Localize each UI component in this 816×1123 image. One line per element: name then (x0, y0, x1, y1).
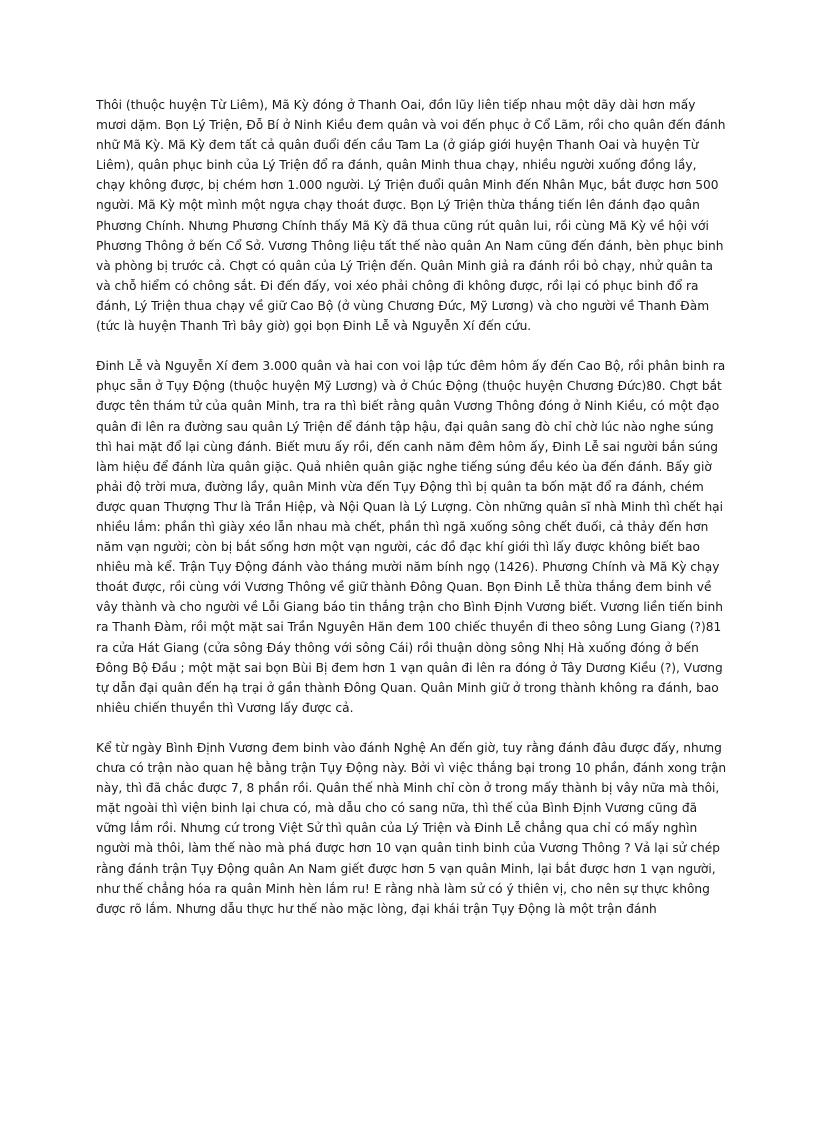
document-page (96, 95, 728, 939)
paragraph-3: Kể từ ngày Bình Định Vương đem binh vào đánh Nghệ An đến giờ, tuy rằng đánh đâu được đấy, nhưng chưa có trận nào quan hệ bằng trận Tụy Động này. Bởi vì việc thắng bại trong 10 phần, đánh xong trận này, thì đã chắc được 7, 8 phần rồi. Quân thế nhà Minh chỉ còn ở trong mấy thành bị vây nữa mà thôi, mặt ngoài thì viện binh lại chưa có, mà dẫu cho có sang nữa, thì thế của Bình Định Vương cũng đã vững lắm rồi. Nhưng cứ trong Việt Sử thì quân của Lý Triện và Đinh Lễ chẳng qua chỉ có mấy nghìn người mà thôi, làm thế nào mà phá được hơn 10 vạn quân tinh binh của Vương Thông ? Vả lại sử chép rằng đánh trận Tụy Động quân An Nam giết được hơn 5 vạn quân Minh, lại bắt được hơn 1 vạn người, như thế chẳng hóa ra quân Minh hèn lắm ru! E rằng nhà làm sử có ý thiên vị, cho nên sự thực không được rõ lắm. Nhưng dẫu thực hư thế nào mặc lòng, đại khái trận Tụy Động là một trận đánh (96, 741, 727, 916)
paragraph-1: Thôi (thuộc huyện Từ Liêm), Mã Kỳ đóng ở Thanh Oai, đồn lũy liên tiếp nhau một dãy dài hơn mấy mươi dặm. Bọn Lý Triện, Đỗ Bí ở Ninh Kiều đem quân và voi đến phục ở Cổ Lãm, rồi cho quân đến đánh nhữ Mã Kỳ. Mã Kỳ đem tất cả quân đuổi đến cầu Tam La (ở giáp giới huyện Thanh Oai và huyện Từ Liêm), quân phục binh của Lý Triện đổ ra đánh, quân Minh thua chạy, nhiều người xuống đồng lầy, chạy không được, bị chém hơn 1.000 người. Lý Triện đuổi quân Minh đến Nhân Mục, bắt được hơn 500 người. Mã Kỳ một mình một ngựa chạy thoát được. Bọn Lý Triện thừa thắng tiến lên đánh đạo quân Phương Chính. Nhưng Phương Chính thấy Mã Kỳ đã thua cũng rút quân lui, rồi cùng Mã Kỳ về hội với Phương Thông ở bến Cổ Sở. Vương Thông liệu tất thế nào quân An Nam cũng đến đánh, bèn phục binh và phòng bị trước cả. Chợt có quân của Lý Triện đến. Quân Minh giả ra đánh rồi bỏ chạy, nhử quân ta và chỗ hiểm có chông sắt. Đi đến đấy, voi xéo phải chông đi không được, rồi lại có phục binh đổ ra đánh, Lý Triện thua chạy về giữ Cao Bộ (ở vùng Chương Đức, Mỹ Lương) và cho người về Thanh Đàm (tức là huyện Thanh Trì bây giờ) gọi bọn Đinh Lễ và Nguyễn Xí đến cứu. (96, 98, 726, 334)
paragraph-2: Đinh Lễ và Nguyễn Xí đem 3.000 quân và hai con voi lập tức đêm hôm ấy đến Cao Bộ, rồi phân binh ra phục sẵn ở Tụy Động (thuộc huyện Mỹ Lương) và ở Chúc Động (thuộc huyện Chương Đức)80. Chợt bắt được tên thám tử của quân Minh, tra ra thì biết rằng quân Vương Thông đóng ở Ninh Kiều, có một đạo quân đi lên ra đường sau quân Lý Triện để đánh tập hậu, đại quân sang đò chỉ chờ lúc nào nghe súng thì hai mặt đổ lại cùng đánh. Biết mưu ấy rồi, đến canh năm đêm hôm ấy, Đinh Lễ sai người bắn súng làm hiệu để đánh lừa quân giặc. Quả nhiên quân giặc nghe tiếng súng đều kéo ùa đến đánh. Bấy giờ phải độ trời mưa, đường lầy, quân Minh vừa đến Tụy Động thì bị quân ta bốn mặt đổ ra đánh, chém được quan Thượng Thư là Trần Hiệp, và Nội Quan là Lý Lượng. Còn những quân sĩ nhà Minh thì chết hại nhiều lắm: phần thì giày xéo lẫn nhau mà chết, phần thì ngã xuống sông chết đuối, cả thảy đến hơn năm vạn người; còn bị bắt sống hơn một vạn người, các đồ đạc khí giới thì lấy được không biết bao nhiêu mà kể. Trận Tụy Động đánh vào tháng mười năm bính ngọ (1426). Phương Chính và Mã Kỳ chạy thoát được, rồi cùng với Vương Thông về giữ thành Đông Quan. Bọn Đinh Lễ thừa thắng đem binh về vây thành và cho người về Lỗi Giang báo tin thắng trận cho Bình Định Vương biết. Vương liền tiến binh ra Thanh Đàm, rồi một mặt sai Trần Nguyên Hãn đem 100 chiếc thuyền đi theo sông Lung Giang (?)81 ra cửa Hát Giang (cửa sông Đáy thông với sông Cái) rồi thuận dòng sông Nhị Hà xuống đóng ở bến Đông Bộ Đầu ; một mặt sai bọn Bùi Bị đem hơn 1 vạn quân đi lên ra đóng ở Tây Dương Kiều (?), Vương tự dẫn đại quân đến hạ trại ở gần thành Đông Quan. Quân Minh giữ ở trong thành không ra đánh, bao nhiêu chiến thuyền thì Vương lấy được cả. (96, 359, 726, 715)
